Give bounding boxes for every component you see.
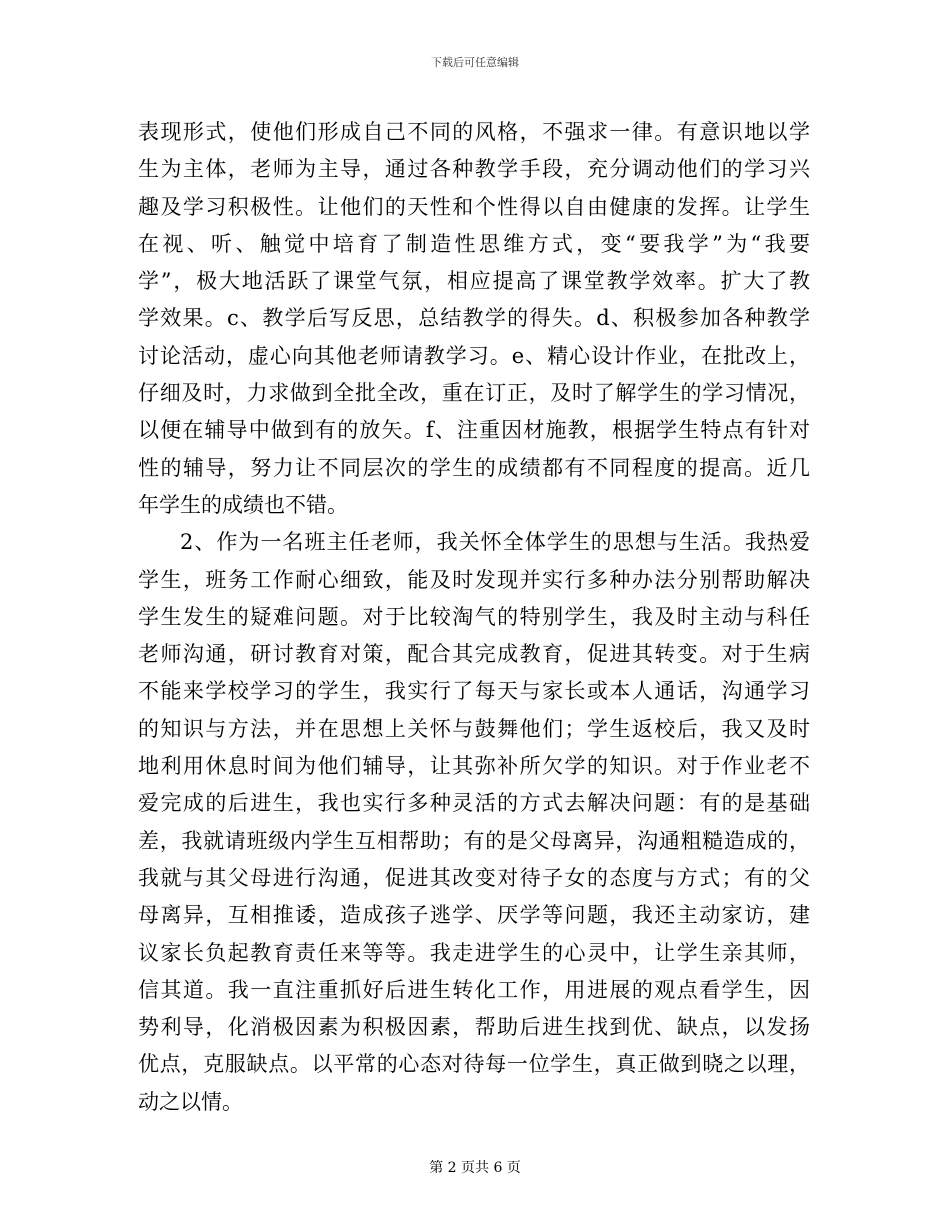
text-line: 学生发生的疑难问题。对于比较淘气的特别学生，我及时主动与科任 xyxy=(138,604,810,629)
text-line: 势利导，化消极因素为积极因素，帮助后进生找到优、缺点，以发扬 xyxy=(138,1015,810,1040)
text-line: 差，我就请班级内学生互相帮助；有的是父母离异，沟通粗糙造成的， xyxy=(138,828,810,853)
text-line: 生为主体，老师为主导，通过各种教学手段，充分调动他们的学习兴 xyxy=(138,157,810,182)
text-line: 信其道。我一直注重抓好后进生转化工作，用进展的观点看学生，因 xyxy=(138,977,810,1002)
text-line: 动之以情。 xyxy=(138,1089,243,1114)
text-line: 议家长负起教育责任来等等。我走进学生的心灵中，让学生亲其师， xyxy=(138,940,810,965)
text-line: 仔细及时，力求做到全批全改，重在订正，及时了解学生的学习情况， xyxy=(138,381,810,406)
text-line: 以便在辅导中做到有的放矢。f、注重因材施教，根据学生特点有针对 xyxy=(138,418,810,443)
text-line: 性的辅导，努力让不同层次的学生的成绩都有不同程度的提高。近几 xyxy=(138,455,810,480)
text-line: 表现形式，使他们形成自己不同的风格，不强求一律。有意识地以学 xyxy=(138,120,810,144)
text-line: 学”，极大地活跃了课堂气氛，相应提高了课堂教学效率。扩大了教 xyxy=(138,269,810,294)
text-line: 2、作为一名班主任老师，我关怀全体学生的思想与生活。我热爱 xyxy=(180,530,810,555)
text-line: 优点，克服缺点。以平常的心态对待每一位学生，真正做到晓之以理， xyxy=(138,1052,810,1077)
text-line: 地利用休息时间为他们辅导，让其弥补所欠学的知识。对于作业老不 xyxy=(138,754,810,779)
text-line: 年学生的成绩也不错。 xyxy=(138,492,348,517)
document-body xyxy=(138,114,810,1121)
text-line: 学效果。c、教学后写反思，总结教学的得失。d、积极参加各种教学 xyxy=(138,306,810,331)
page-number: 第 2 页共 6 页 xyxy=(429,1160,521,1176)
page-header-note: 下载后可任意编辑 xyxy=(431,56,519,69)
text-line: 我就与其父母进行沟通，促进其改变对待子女的态度与方式；有的父 xyxy=(138,865,810,890)
paragraph-1 xyxy=(138,114,810,524)
text-line: 的知识与方法，并在思想上关怀与鼓舞他们；学生返校后，我又及时 xyxy=(138,716,810,741)
text-line: 讨论活动，虚心向其他老师请教学习。e、精心设计作业，在批改上， xyxy=(138,343,810,368)
text-line: 老师沟通，研讨教育对策，配合其完成教育，促进其转变。对于生病 xyxy=(138,642,810,667)
text-line: 在视、听、触觉中培育了制造性思维方式，变“要我学”为“我要 xyxy=(138,231,810,256)
text-line: 爱完成的后进生，我也实行多种灵活的方式去解决问题：有的是基础 xyxy=(138,791,810,816)
text-line: 不能来学校学习的学生，我实行了每天与家长或本人通话，沟通学习 xyxy=(138,679,810,704)
text-line: 母离异，互相推诿，造成孩子逃学、厌学等问题，我还主动家访，建 xyxy=(138,903,810,928)
paragraph-2 xyxy=(138,524,810,1121)
text-line: 学生，班务工作耐心细致，能及时发现并实行多种办法分别帮助解决 xyxy=(138,567,810,592)
text-line: 趣及学习积极性。让他们的天性和个性得以自由健康的发挥。让学生 xyxy=(138,194,810,219)
